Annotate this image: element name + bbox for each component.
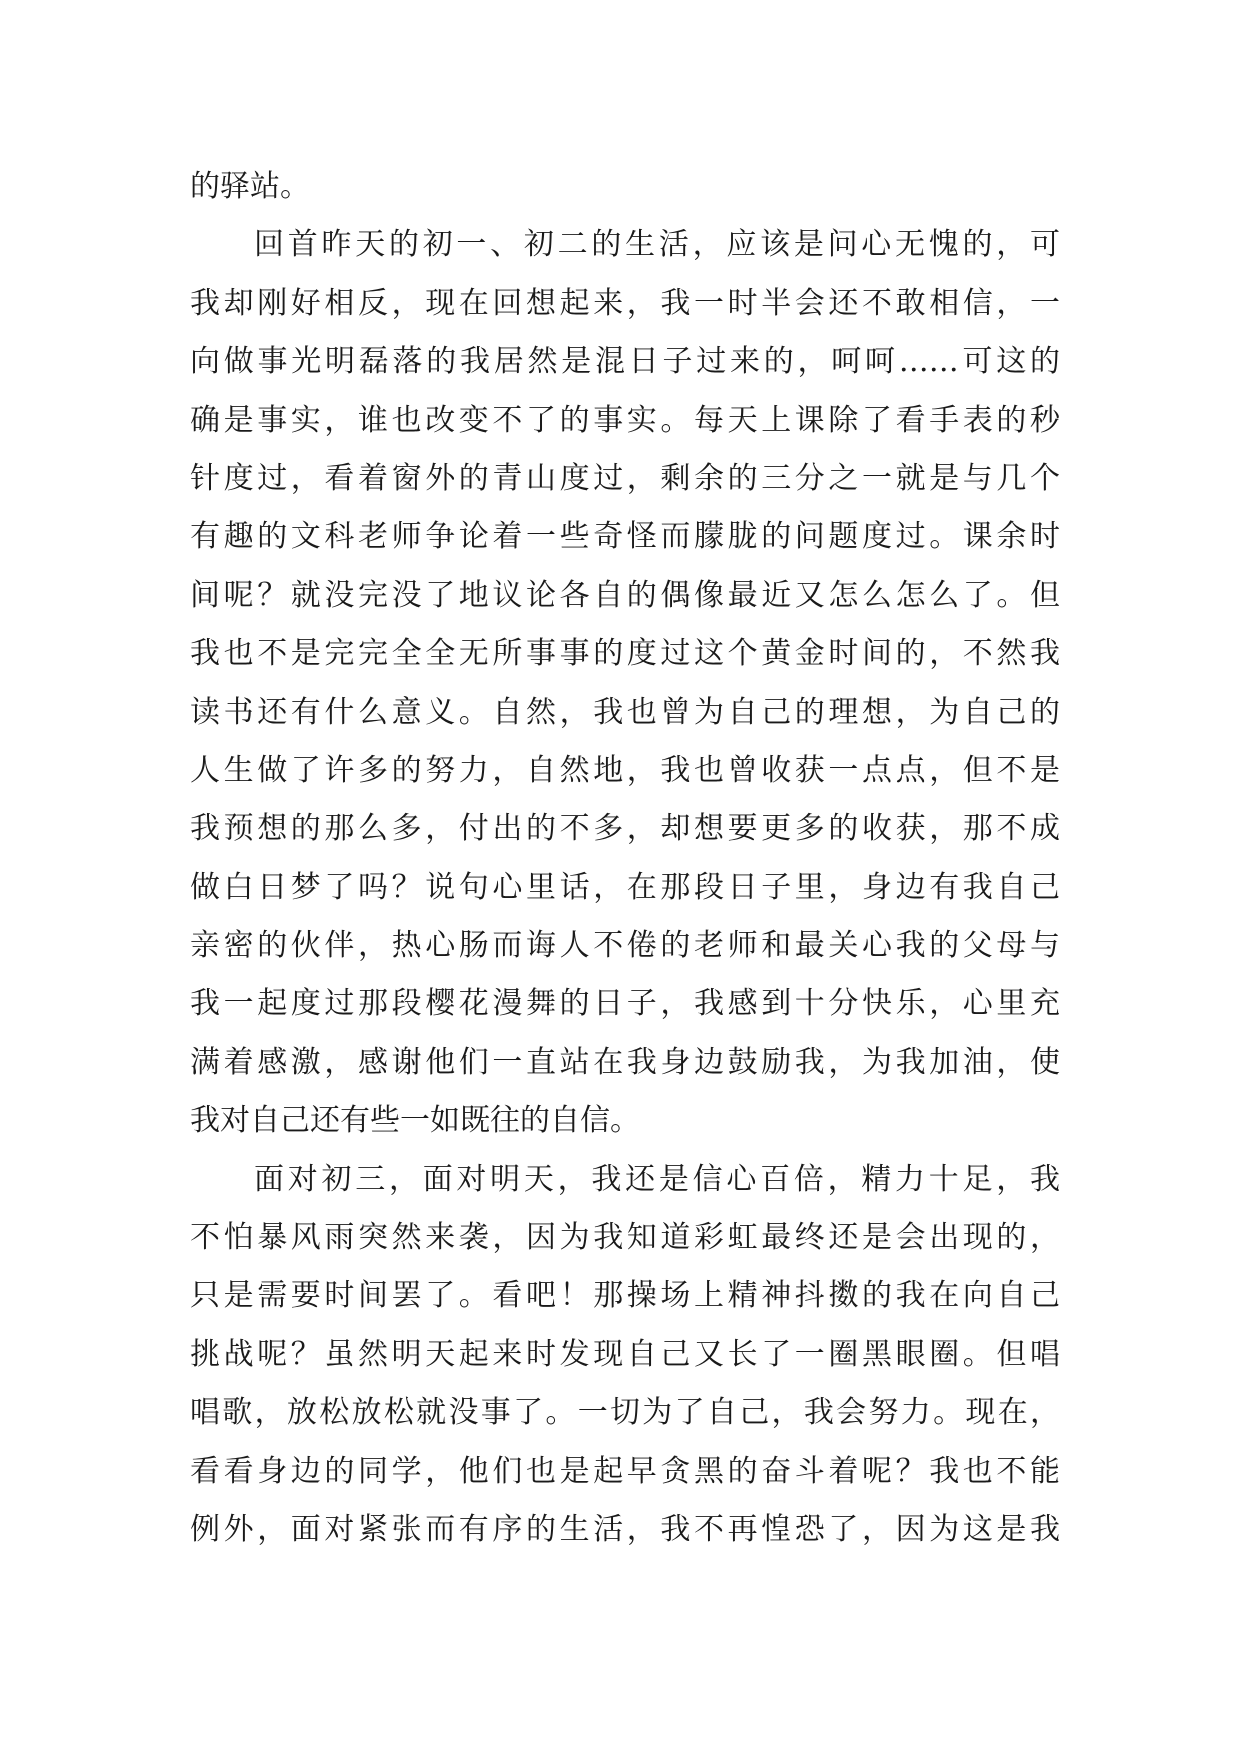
text-line: 满着感激，感谢他们一直站在我身边鼓励我，为我加油，使 [190, 1044, 1060, 1080]
text-line: 我也不是完完全全无所事事的度过这个黄金时间的，不然我 [190, 636, 1060, 672]
text-line: 的驿站。 [190, 169, 310, 204]
paragraph-first-line: 面对初三，面对明天，我还是信心百倍，精力十足，我 [254, 1161, 1060, 1197]
text-line: 间呢？就没完没了地议论各自的偶像最近又怎么怎么了。但 [190, 577, 1060, 613]
paragraph-last-line: 我对自己还有些一如既往的自信。 [190, 1103, 640, 1139]
text-line: 读书还有什么意义。自然，我也曾为自己的理想，为自己的 [190, 694, 1060, 730]
text-line: 我却刚好相反，现在回想起来，我一时半会还不敢相信，一 [190, 285, 1060, 321]
text-line: 看看身边的同学，他们也是起早贪黑的奋斗着呢？我也不能 [190, 1453, 1060, 1489]
text-line: 例外，面对紧张而有序的生活，我不再惶恐了，因为这是我 [190, 1511, 1060, 1547]
text-line: 针度过，看着窗外的青山度过，剩余的三分之一就是与几个 [190, 460, 1060, 496]
text-line: 有趣的文科老师争论着一些奇怪而朦胧的问题度过。课余时 [190, 519, 1060, 555]
text-line: 向做事光明磊落的我居然是混日子过来的，呵呵……可这的 [190, 344, 1060, 380]
text-line: 做白日梦了吗？说句心里话，在那段日子里，身边有我自己 [190, 869, 1060, 905]
text-line: 唱歌，放松放松就没事了。一切为了自己，我会努力。现在， [190, 1395, 1060, 1431]
text-line: 人生做了许多的努力，自然地，我也曾收获一点点，但不是 [190, 752, 1060, 788]
text-line: 我一起度过那段樱花漫舞的日子，我感到十分快乐，心里充 [190, 986, 1060, 1022]
text-line: 我预想的那么多，付出的不多，却想要更多的收获，那不成 [190, 811, 1060, 847]
article-body [190, 158, 1060, 1559]
paragraph-first-line: 回首昨天的初一、初二的生活，应该是问心无愧的，可 [254, 227, 1060, 263]
text-line: 亲密的伙伴，热心肠而诲人不倦的老师和最关心我的父母与 [190, 928, 1060, 964]
text-line: 挑战呢？虽然明天起来时发现自己又长了一圈黑眼圈。但唱 [190, 1336, 1060, 1372]
text-line: 只是需要时间罢了。看吧！那操场上精神抖擞的我在向自己 [190, 1278, 1060, 1314]
text-line: 确是事实，谁也改变不了的事实。每天上课除了看手表的秒 [190, 402, 1060, 438]
text-line: 不怕暴风雨突然来袭，因为我知道彩虹最终还是会出现的， [190, 1220, 1060, 1256]
